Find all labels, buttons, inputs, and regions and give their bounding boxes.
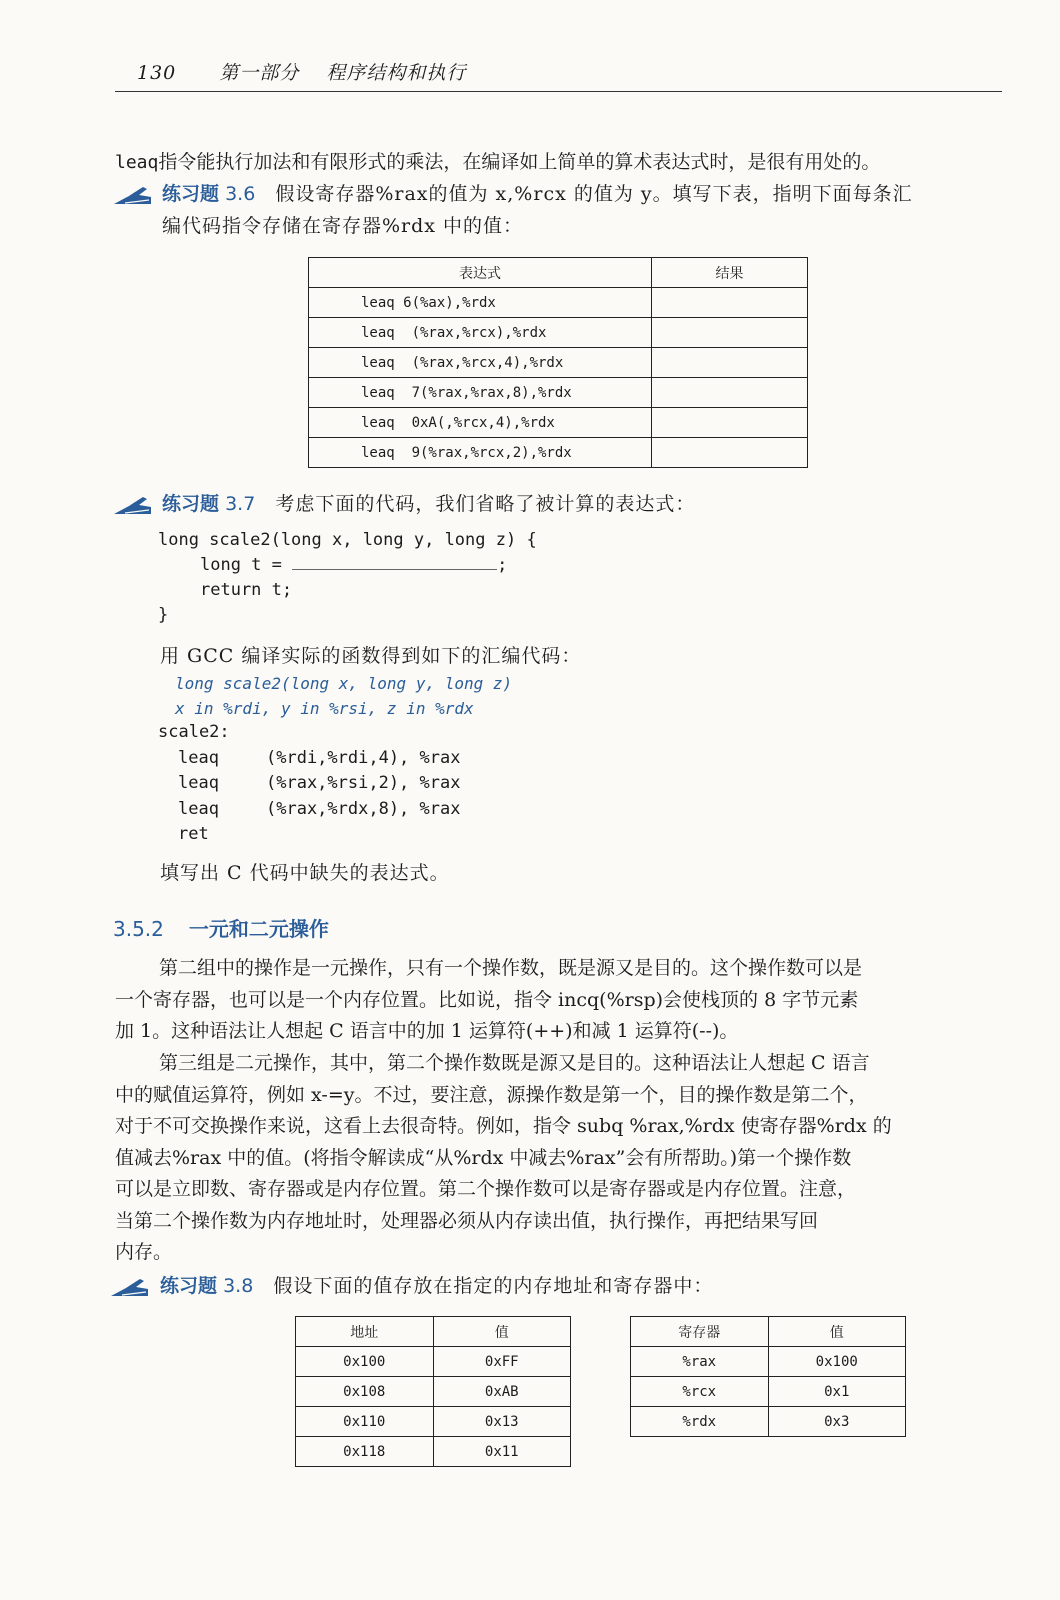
header-rule — [115, 91, 1002, 92]
exercise-label: 练习题 — [162, 493, 220, 515]
result-cell[interactable] — [652, 408, 808, 438]
exercise-label: 练习题 — [162, 183, 220, 205]
exercise-text: 考虑下面的代码，我们省略了被计算的表达式： — [275, 493, 696, 515]
c-code-semicolon: ; — [497, 555, 508, 575]
table-row — [309, 288, 808, 318]
value-cell: 0x1 — [768, 1377, 906, 1407]
exercise-text: 假设寄存器%rax的值为 x,%rcx 的值为 y。填写下表，指明下面每条汇 — [275, 183, 913, 205]
table-header: 值 — [768, 1317, 906, 1347]
table-row — [309, 408, 808, 438]
table-row — [296, 1437, 571, 1467]
running-header — [137, 58, 466, 85]
table-row — [296, 1407, 571, 1437]
address-cell: 0x118 — [296, 1437, 434, 1467]
table-row — [296, 1347, 571, 1377]
register-cell: %rdx — [631, 1407, 769, 1437]
value-cell: 0x11 — [433, 1437, 571, 1467]
paragraph-line: 值减去%rax 中的值。(将指令解读成“从%rdx 中减去%rax”会有所帮助。)第一个操作数 — [115, 1146, 852, 1169]
address-cell: 0x108 — [296, 1377, 434, 1407]
table-row — [309, 438, 808, 468]
expression-cell: leaq (%rax,%rcx,4),%rdx — [309, 348, 652, 378]
table-row — [631, 1377, 906, 1407]
asm-op: leaq — [178, 773, 219, 793]
asm-comment-2: x in %rdi, y in %rsi, z in %rdx — [175, 699, 474, 718]
value-cell: 0x100 — [768, 1347, 906, 1377]
c-code-line2 — [200, 553, 507, 578]
result-cell[interactable] — [652, 378, 808, 408]
asm-line — [178, 797, 460, 822]
exercise-3-6-line2: 编代码指令存储在寄存器%rdx 中的值： — [162, 215, 524, 237]
table-row — [631, 1347, 906, 1377]
paragraph-line: 内存。 — [115, 1241, 173, 1263]
paragraph-1 — [115, 953, 1000, 1048]
table-header: 寄存器 — [631, 1317, 769, 1347]
result-cell[interactable] — [652, 288, 808, 318]
address-cell: 0x100 — [296, 1347, 434, 1377]
paragraph-2 — [115, 1048, 1000, 1269]
exercise-number: 3.6 — [225, 183, 256, 205]
asm-args: (%rdi,%rdi,4), %rax — [266, 748, 461, 768]
table-row — [309, 378, 808, 408]
memory-table — [295, 1316, 571, 1467]
value-cell: 0x3 — [768, 1407, 906, 1437]
asm-args: (%rax,%rsi,2), %rax — [266, 773, 461, 793]
table-row — [309, 318, 808, 348]
address-cell: 0x110 — [296, 1407, 434, 1437]
c-code-line4: } — [158, 605, 169, 625]
exercise-3-6-line1 — [162, 178, 913, 210]
paragraph-line: 对于不可交换操作来说，这看上去很奇特。例如，指令 subq %rax,%rdx 使寄存器%rdx 的 — [115, 1115, 892, 1137]
paragraph-line: 第二组中的操作是一元操作，只有一个操作数，既是源又是目的。这个操作数可以是 — [159, 957, 863, 979]
asm-line — [178, 822, 266, 847]
table-header: 地址 — [296, 1317, 434, 1347]
table-row — [631, 1407, 906, 1437]
expression-cell: leaq (%rax,%rcx),%rdx — [309, 318, 652, 348]
paragraph-line: 中的赋值运算符，例如 x-=y。不过，要注意，源操作数是第一个，目的操作数是第二个， — [115, 1083, 868, 1106]
exercise-text: 假设下面的值存放在指定的内存地址和寄存器中： — [273, 1275, 714, 1297]
section-number: 3.5.2 — [113, 917, 164, 941]
intro-code: leaq — [115, 152, 159, 173]
expression-cell: leaq 9(%rax,%rcx,2),%rdx — [309, 438, 652, 468]
register-table — [630, 1316, 906, 1437]
intro-text: 指令能执行加法和有限形式的乘法，在编译如上简单的算术表达式时，是很有用处的。 — [158, 151, 881, 173]
table-header: 结果 — [652, 258, 808, 288]
pencil-hand-icon — [110, 1276, 150, 1298]
result-cell[interactable] — [652, 318, 808, 348]
table-row — [309, 348, 808, 378]
paragraph-line: 可以是立即数、寄存器或是内存位置。第二个操作数可以是寄存器或是内存位置。注意， — [115, 1178, 857, 1200]
expression-cell: leaq 7(%rax,%rax,8),%rdx — [309, 378, 652, 408]
exercise-number: 3.8 — [223, 1275, 254, 1297]
paragraph-line: 一个寄存器，也可以是一个内存位置。比如说，指令 incq(%rsp)会使栈顶的 8 字节元素 — [115, 988, 859, 1011]
section-heading — [113, 913, 329, 942]
exercise-number: 3.7 — [225, 493, 256, 515]
c-code-line1: long scale2(long x, long y, long z) { — [158, 530, 537, 550]
pencil-hand-icon — [113, 494, 153, 516]
expression-cell: leaq 0xA(,%rcx,4),%rdx — [309, 408, 652, 438]
asm-op: leaq — [178, 799, 219, 819]
part-label: 第一部分 — [219, 62, 300, 84]
register-cell: %rcx — [631, 1377, 769, 1407]
exercise-3-8-line — [160, 1270, 713, 1302]
value-cell: 0xAB — [433, 1377, 571, 1407]
table-header: 值 — [433, 1317, 571, 1347]
asm-intro: 用 GCC 编译实际的函数得到如下的汇编代码： — [160, 645, 582, 667]
table-header: 表达式 — [309, 258, 652, 288]
exercise-label: 练习题 — [160, 1275, 218, 1297]
result-cell[interactable] — [652, 438, 808, 468]
intro-line — [115, 146, 880, 179]
asm-line — [178, 746, 460, 771]
asm-args: (%rax,%rdx,8), %rax — [266, 799, 461, 819]
value-cell: 0x13 — [433, 1407, 571, 1437]
asm-label: scale2: — [158, 722, 230, 742]
asm-op: ret — [178, 824, 209, 844]
expression-table — [308, 257, 808, 468]
value-cell: 0xFF — [433, 1347, 571, 1377]
paragraph-line: 加 1。这种语法让人想起 C 语言中的加 1 运算符(++)和减 1 运算符(--)。 — [115, 1020, 739, 1042]
register-cell: %rax — [631, 1347, 769, 1377]
paragraph-line: 第三组是二元操作，其中，第二个操作数既是源又是目的。这种语法让人想起 C 语言 — [159, 1052, 870, 1074]
part-title: 程序结构和执行 — [326, 62, 467, 84]
table-row — [296, 1377, 571, 1407]
fill-instruction: 填写出 C 代码中缺失的表达式。 — [160, 862, 450, 884]
asm-comment-1: long scale2(long x, long y, long z) — [175, 674, 513, 693]
c-code-line3: return t; — [200, 580, 293, 600]
page-number: 130 — [137, 62, 177, 84]
asm-op: leaq — [178, 748, 219, 768]
result-cell[interactable] — [652, 348, 808, 378]
blank-line[interactable] — [292, 555, 497, 570]
expression-cell: leaq 6(%ax),%rdx — [309, 288, 652, 318]
section-title: 一元和二元操作 — [188, 917, 329, 941]
pencil-hand-icon — [113, 184, 153, 206]
asm-line — [178, 771, 460, 796]
exercise-3-7-line — [162, 488, 695, 520]
c-code-decl: long t = — [200, 555, 293, 575]
paragraph-line: 当第二个操作数为内存地址时，处理器必须从内存读出值，执行操作，再把结果写回 — [115, 1209, 819, 1232]
